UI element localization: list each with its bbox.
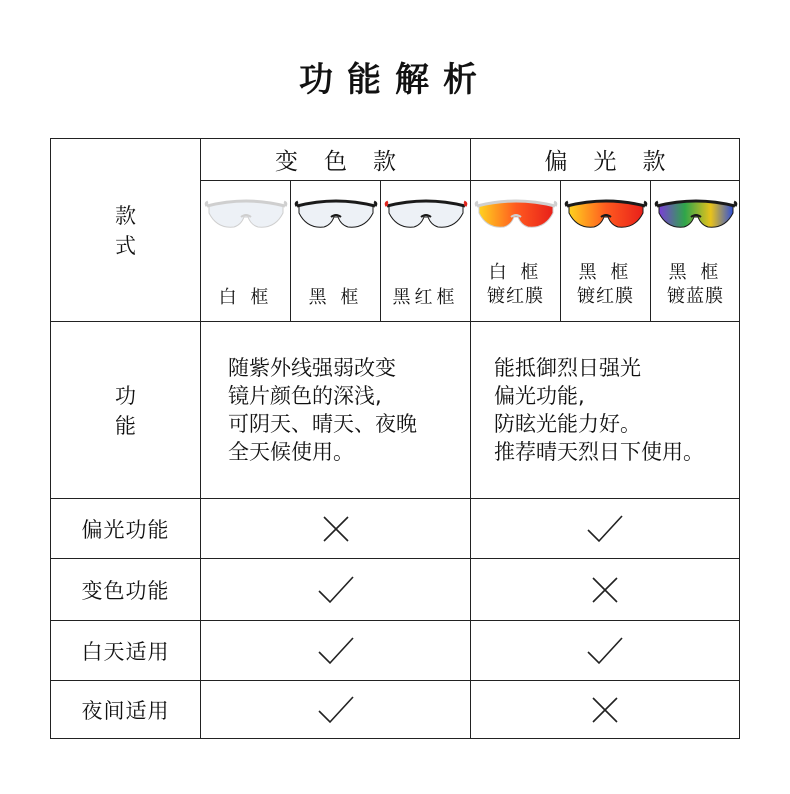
model-name-line1: 白 框 bbox=[218, 287, 273, 308]
model-name bbox=[471, 261, 560, 309]
model-name-line1: 黑 框 bbox=[578, 262, 633, 283]
model-name-line1: 黑 框 bbox=[308, 287, 363, 308]
sunglasses-icon bbox=[473, 191, 559, 241]
model-cell bbox=[561, 181, 650, 321]
description-line: 可阴天、晴天、夜晚 bbox=[228, 412, 417, 436]
model-name-line2: 镀蓝膜 bbox=[667, 286, 724, 307]
cross-icon bbox=[471, 559, 739, 620]
model-name bbox=[651, 261, 740, 309]
check-icon bbox=[471, 499, 739, 558]
model-cell bbox=[291, 181, 380, 321]
feature-row-label: 白天适用 bbox=[81, 639, 170, 664]
cross-icon bbox=[471, 681, 739, 738]
description-line: 推荐晴天烈日下使用。 bbox=[494, 440, 704, 464]
description-line: 能抵御烈日强光 bbox=[494, 356, 641, 380]
model-cell bbox=[201, 181, 290, 321]
model-name-line1: 白 框 bbox=[488, 262, 543, 283]
feature-row-label: 夜间适用 bbox=[81, 698, 170, 723]
description-line: 镜片颜色的深浅, bbox=[228, 384, 382, 408]
polarized-group-header: 偏光款 bbox=[544, 149, 692, 175]
feature-row-label: 偏光功能 bbox=[81, 517, 170, 542]
style-header: 款式 bbox=[115, 204, 180, 258]
page-title: 功能解析 bbox=[299, 60, 491, 100]
description-line: 偏光功能, bbox=[494, 384, 585, 408]
check-icon bbox=[201, 621, 470, 680]
description-line: 随紫外线强弱改变 bbox=[228, 356, 396, 380]
model-name bbox=[561, 261, 650, 309]
sunglasses-icon bbox=[203, 191, 289, 241]
sunglasses-icon bbox=[563, 191, 649, 241]
cross-icon bbox=[201, 499, 470, 558]
feature-table bbox=[50, 138, 740, 739]
photochromic-description bbox=[228, 354, 417, 466]
function-row-label: 功能 bbox=[115, 384, 180, 438]
model-cell bbox=[471, 181, 560, 321]
photochromic-group-header: 变色款 bbox=[275, 149, 422, 175]
model-name bbox=[291, 286, 380, 310]
model-name-line2: 镀红膜 bbox=[487, 286, 544, 307]
description-line: 全天候使用。 bbox=[228, 440, 354, 464]
model-name-line1: 黑红框 bbox=[392, 287, 459, 308]
model-name-line2: 镀红膜 bbox=[577, 286, 634, 307]
model-name-line1: 黑 框 bbox=[668, 262, 723, 283]
model-name bbox=[201, 286, 290, 310]
sunglasses-icon bbox=[293, 191, 379, 241]
feature-row-label: 变色功能 bbox=[81, 578, 170, 603]
sunglasses-icon bbox=[383, 191, 469, 241]
sunglasses-icon bbox=[653, 191, 739, 241]
description-line: 防眩光能力好。 bbox=[494, 412, 641, 436]
model-name bbox=[381, 286, 470, 310]
model-cell bbox=[381, 181, 470, 321]
model-cell bbox=[651, 181, 740, 321]
check-icon bbox=[471, 621, 739, 680]
polarized-description bbox=[494, 354, 704, 466]
check-icon bbox=[201, 559, 470, 620]
check-icon bbox=[201, 681, 470, 738]
